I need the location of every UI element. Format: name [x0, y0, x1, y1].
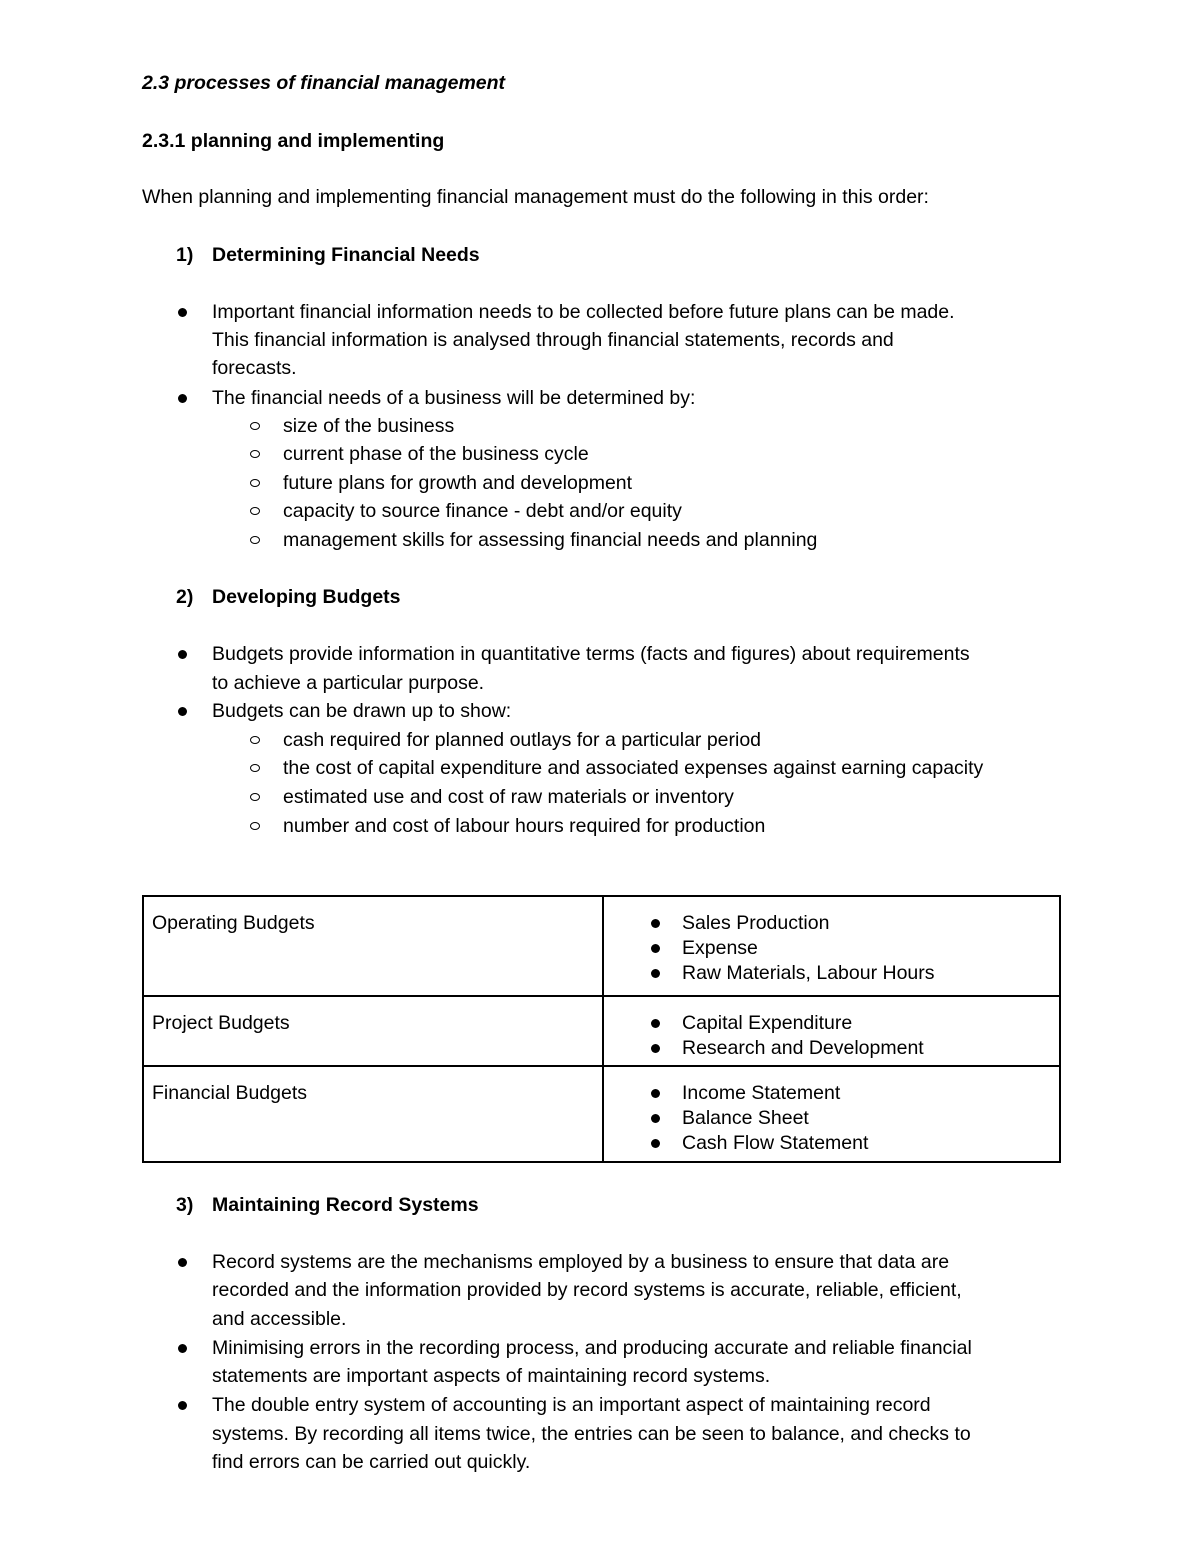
bullet-icon — [178, 1258, 187, 1267]
list-item — [604, 939, 1059, 964]
hollow-bullet-icon — [250, 736, 260, 744]
bullet-icon — [178, 650, 187, 659]
table-cell-items — [603, 996, 1060, 1066]
bullet-icon — [178, 1401, 187, 1410]
section3-bullet1-line: Record systems are the mechanisms employed by a business to ensure that data are — [212, 1251, 950, 1273]
section3-bullet3-line: find errors can be carried out quickly. — [212, 1451, 531, 1473]
section1-title: Determining Financial Needs — [212, 244, 480, 266]
section3-bullet2-line: statements are important aspects of maintaining record systems. — [212, 1365, 771, 1387]
bullet-icon — [651, 1044, 660, 1053]
table-row — [143, 996, 1060, 1066]
list-item — [604, 1039, 1059, 1064]
section3-number: 3) — [176, 1194, 194, 1216]
list-item — [604, 1014, 1059, 1039]
table-cell-category — [143, 1066, 603, 1162]
bullet-icon — [651, 1019, 660, 1028]
category-label: Operating Budgets — [152, 912, 315, 934]
hollow-bullet-icon — [250, 422, 260, 430]
section1-subitem: size of the business — [283, 415, 455, 437]
hollow-bullet-icon — [250, 536, 260, 544]
section2-subitem: estimated use and cost of raw materials or inventory — [283, 786, 734, 808]
hollow-bullet-icon — [250, 479, 260, 487]
list-item-text: Balance Sheet — [682, 1107, 809, 1129]
table-row — [143, 1066, 1060, 1162]
section1-bullet1-line: forecasts. — [212, 357, 297, 379]
bullet-icon — [651, 1089, 660, 1098]
section3-bullet1-line: and accessible. — [212, 1308, 347, 1330]
hollow-bullet-icon — [250, 764, 260, 772]
section1-bullet1-line: Important financial information needs to be collected before future plans can be made. — [212, 301, 955, 323]
section1-subitem: capacity to source finance - debt and/or equity — [283, 500, 682, 522]
list-item-text: Cash Flow Statement — [682, 1132, 869, 1154]
list-item-text: Research and Development — [682, 1037, 924, 1059]
section2-bullet2: Budgets can be drawn up to show: — [212, 700, 512, 722]
table-row — [143, 896, 1060, 996]
bullet-icon — [178, 394, 187, 403]
section3-bullet3-line: systems. By recording all items twice, the entries can be seen to balance, and checks to — [212, 1423, 971, 1445]
section1-number: 1) — [176, 244, 194, 266]
section1-subitem: current phase of the business cycle — [283, 443, 589, 465]
bullet-icon — [651, 1139, 660, 1148]
section3-title: Maintaining Record Systems — [212, 1194, 479, 1216]
list-item — [604, 964, 1059, 989]
intro-text: When planning and implementing financial management must do the following in this order: — [142, 186, 929, 208]
hollow-bullet-icon — [250, 822, 260, 830]
section3-bullet2-line: Minimising errors in the recording process, and producing accurate and reliable financial — [212, 1337, 972, 1359]
list-item-text: Expense — [682, 937, 758, 959]
bullet-icon — [178, 308, 187, 317]
table-cell-category — [143, 996, 603, 1066]
section3-bullet3-line: The double entry system of accounting is an important aspect of maintaining record — [212, 1394, 931, 1416]
section1-bullet2: The financial needs of a business will be determined by: — [212, 387, 696, 409]
bullet-icon — [178, 1344, 187, 1353]
section-subheading: 2.3.1 planning and implementing — [142, 130, 445, 152]
bullet-icon — [651, 944, 660, 953]
section2-subitem: the cost of capital expenditure and associated expenses against earning capacity — [283, 757, 984, 779]
bullet-icon — [178, 707, 187, 716]
bullet-icon — [651, 1114, 660, 1123]
category-label: Financial Budgets — [152, 1082, 308, 1104]
bullet-icon — [651, 969, 660, 978]
section3-bullet1-line: recorded and the information provided by record systems is accurate, reliable, efficient, — [212, 1279, 962, 1301]
section2-bullet1-line: Budgets provide information in quantitative terms (facts and figures) about requirements — [212, 643, 970, 665]
list-item-text: Raw Materials, Labour Hours — [682, 962, 935, 984]
document-title: 2.3 processes of financial management — [142, 72, 506, 94]
hollow-bullet-icon — [250, 450, 260, 458]
category-label: Project Budgets — [152, 1012, 290, 1034]
section2-number: 2) — [176, 586, 194, 608]
list-item — [604, 1084, 1059, 1109]
list-item-text: Income Statement — [682, 1082, 841, 1104]
section1-subitem: management skills for assessing financial needs and planning — [283, 529, 818, 551]
section2-bullet1-line: to achieve a particular purpose. — [212, 672, 485, 694]
section1-subitem: future plans for growth and development — [283, 472, 633, 494]
list-item — [604, 1109, 1059, 1134]
list-item-text: Sales Production — [682, 912, 830, 934]
section2-title: Developing Budgets — [212, 586, 401, 608]
table-cell-items — [603, 1066, 1060, 1162]
hollow-bullet-icon — [250, 793, 260, 801]
section1-bullet1-line: This financial information is analysed through financial statements, records and — [212, 329, 894, 351]
list-item-text: Capital Expenditure — [682, 1012, 853, 1034]
budgets-table — [142, 895, 1061, 1163]
list-item — [604, 1134, 1059, 1159]
table-cell-category — [143, 896, 603, 996]
section2-subitem: number and cost of labour hours required for production — [283, 815, 766, 837]
table-cell-items — [603, 896, 1060, 996]
bullet-icon — [651, 919, 660, 928]
hollow-bullet-icon — [250, 507, 260, 515]
list-item — [604, 914, 1059, 939]
section2-subitem: cash required for planned outlays for a particular period — [283, 729, 762, 751]
